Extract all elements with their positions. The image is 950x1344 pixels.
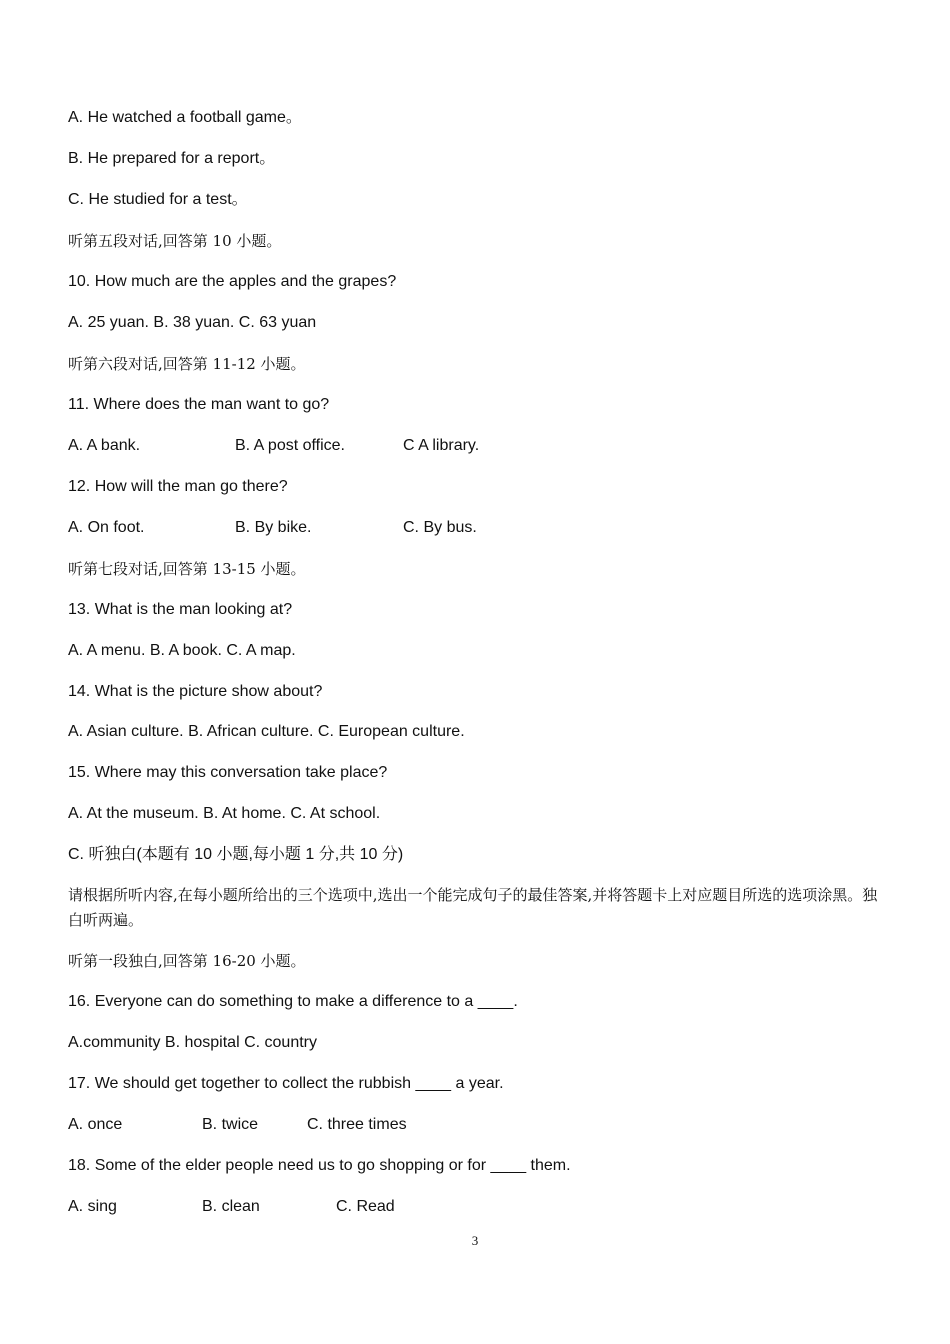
section-instruction: 听第一段独白,回答第 16-20 小题。	[68, 952, 306, 970]
question-18-options	[68, 1197, 868, 1217]
question-15: 15. Where may this conversation take place?	[68, 764, 388, 781]
part-c-instructions: 请根据所听内容,在每小题所给出的三个选项中,选出一个能完成句子的最佳答案,并将答题卡上对应题目所选的选项涂黑。独白听两遍。	[68, 886, 878, 929]
question-15-options: A. At the museum. B. At home. C. At school.	[68, 805, 381, 822]
question-13: 13. What is the man looking at?	[68, 601, 293, 618]
option-c: C. three times	[307, 1116, 407, 1133]
option-b: B. By bike.	[235, 519, 312, 536]
page-number: 3	[471, 1233, 479, 1248]
part-c-heading: C. 听独白(本题有 10 小题,每小题 1 分,共 10 分)	[68, 846, 404, 863]
question-16-options: A.community B. hospital C. country	[68, 1034, 317, 1051]
option-line-c: C. He studied for a test。	[68, 191, 248, 208]
section-instruction: 听第六段对话,回答第 11-12 小题。	[68, 355, 306, 373]
question-10: 10. How much are the apples and the grapes?	[68, 273, 397, 290]
section-instruction: 听第七段对话,回答第 13-15 小题。	[68, 560, 306, 578]
question-17-options	[68, 1115, 868, 1135]
option-a: A. sing	[68, 1198, 117, 1215]
option-b: B. clean	[202, 1198, 260, 1215]
option-line-a: A. He watched a football game。	[68, 109, 302, 126]
question-10-options: A. 25 yuan. B. 38 yuan. C. 63 yuan	[68, 314, 317, 331]
question-17: 17. We should get together to collect the rubbish ____ a year.	[68, 1075, 504, 1092]
option-a: A. On foot.	[68, 519, 145, 536]
option-line-b: B. He prepared for a report。	[68, 150, 276, 167]
question-13-options: A. A menu. B. A book. C. A map.	[68, 642, 296, 659]
option-c: C. Read	[336, 1198, 395, 1215]
section-instruction: 听第五段对话,回答第 10 小题。	[68, 232, 282, 250]
question-14: 14. What is the picture show about?	[68, 683, 323, 700]
option-b: B. A post office.	[235, 437, 345, 454]
option-a: A. once	[68, 1116, 123, 1133]
option-c: C A library.	[403, 437, 480, 454]
question-12: 12. How will the man go there?	[68, 478, 288, 495]
question-16: 16. Everyone can do something to make a difference to a ____.	[68, 993, 518, 1010]
option-b: B. twice	[202, 1116, 259, 1133]
question-11: 11. Where does the man want to go?	[68, 396, 330, 413]
option-c: C. By bus.	[403, 519, 477, 536]
question-11-options	[68, 436, 868, 456]
question-12-options	[68, 518, 868, 538]
question-14-options: A. Asian culture. B. African culture. C. European culture.	[68, 723, 465, 740]
question-18: 18. Some of the elder people need us to go shopping or for ____ them.	[68, 1157, 571, 1174]
option-a: A. A bank.	[68, 437, 141, 454]
